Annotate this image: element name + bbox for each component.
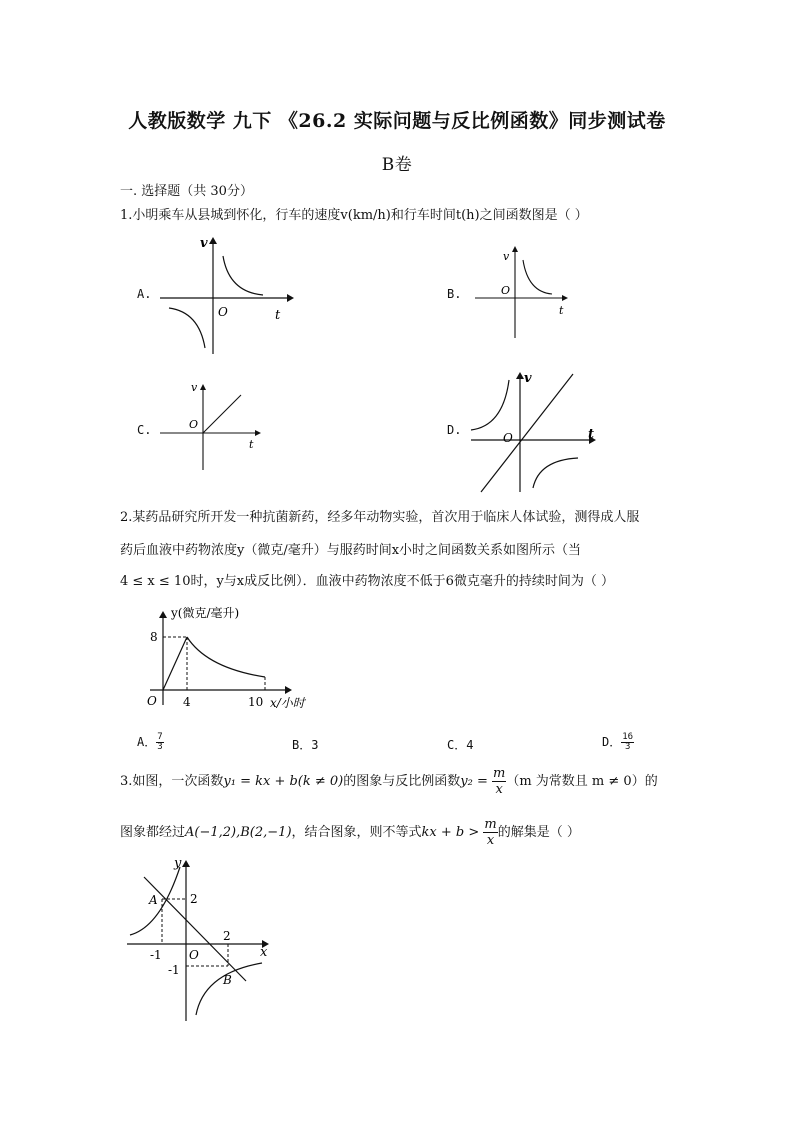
q2-x10: 10 — [248, 695, 264, 709]
q2-y8: 8 — [150, 630, 158, 644]
doc-title: 人教版数学 九下 《26.2 实际问题与反比例函数》同步测试卷 — [128, 110, 666, 132]
q2-option-a-num: 7 — [157, 732, 163, 742]
q1-c-t-label: t — [249, 438, 254, 451]
q2-stem-line1: 2.某药品研究所开发一种抗菌新药，经多年动物实验，首次用于临床人体试验，测得成人服 — [120, 510, 640, 525]
q2-option-d-label: D． — [602, 735, 622, 749]
q3-point-a: A — [149, 893, 158, 907]
q1-a-t-label: t — [275, 308, 281, 323]
q3-frac2-num: m — [484, 817, 497, 832]
q3-stem-line2 — [120, 817, 580, 849]
q3-y-label: y — [174, 856, 182, 871]
q2-option-a — [137, 733, 164, 752]
q3-stem-a: 3.如图，一次函数 — [120, 774, 224, 789]
q3-expr2: y₂ = — [460, 774, 488, 789]
q1-option-a-graph — [155, 232, 295, 357]
q2-option-d — [602, 733, 634, 752]
q2-option-d-den: 3 — [624, 742, 631, 752]
q3-line2-c: 的解集是（ ） — [497, 825, 580, 840]
q3-points: A(−1,2),B(2,−1) — [185, 825, 292, 840]
q3-origin: O — [189, 948, 199, 962]
doc-subtitle: B卷 — [381, 155, 413, 175]
q2-option-a-label: A． — [137, 735, 157, 749]
q2-xlabel: x/小时 — [270, 696, 305, 710]
q1-c-v-label: v — [191, 381, 198, 394]
q2-option-b: B．3 — [292, 738, 319, 752]
q1-option-d-graph — [463, 368, 603, 493]
q1-stem: 1.小明乘车从县城到怀化，行车的速度v(km/h)和行车时间t(h)之间函数图是（ ） — [120, 208, 588, 223]
q3-ineq: kx + b > — [421, 825, 480, 840]
q3-two-y: 2 — [190, 892, 198, 906]
q3-frac1-den: x — [495, 782, 503, 797]
q3-point-b: B — [223, 973, 232, 987]
q2-option-c: C．4 — [447, 738, 474, 752]
q2-stem-line3: 4 ≤ x ≤ 10时，y与x成反比例）．血液中药物浓度不低于6微克毫升的持续时间为（ ） — [120, 574, 615, 589]
q1-d-origin: O — [503, 431, 513, 445]
q1-option-b-label: B. — [447, 287, 462, 301]
q1-d-v-label: v — [524, 371, 532, 386]
q3-frac1-num: m — [493, 766, 506, 781]
q1-b-t-label: t — [559, 304, 564, 317]
q1-option-c-graph — [155, 378, 270, 473]
q3-stem-line1 — [120, 766, 658, 798]
q3-graph — [122, 855, 282, 1025]
q1-b-v-label: v — [503, 250, 510, 263]
q1-option-a-label: A. — [137, 287, 152, 301]
q2-option-d-num: 16 — [622, 732, 634, 742]
q1-a-origin: O — [218, 305, 228, 319]
q3-two-x: 2 — [223, 929, 231, 943]
q2-graph — [135, 600, 335, 718]
q3-stem-c: （m 为常数且 m ≠ 0）的 — [506, 774, 658, 789]
q3-expr1: y₁ = kx + b(k ≠ 0) — [223, 774, 344, 789]
q3-line2-a: 图象都经过 — [120, 825, 186, 840]
q2-x4: 4 — [183, 695, 191, 709]
q1-c-origin: O — [189, 418, 199, 431]
q2-origin: O — [147, 694, 157, 708]
q3-line2-b: ，结合图象，则不等式 — [291, 825, 422, 840]
q3-stem-b: 的图象与反比例函数 — [343, 774, 461, 789]
section-heading: 一. 选择题（共 30分） — [120, 184, 253, 199]
q2-ylabel: y(微克/毫升) — [171, 606, 240, 620]
q1-b-origin: O — [501, 284, 511, 297]
q1-a-v-label: v — [200, 236, 208, 251]
q3-neg1-x: -1 — [150, 948, 162, 962]
q3-frac2-den: x — [486, 833, 495, 848]
q1-option-d-label: D. — [447, 423, 462, 437]
q1-option-c-label: C. — [137, 423, 152, 437]
q3-x-label: x — [260, 945, 268, 960]
q1-option-b-graph — [470, 242, 580, 342]
q3-neg1-y: -1 — [168, 963, 180, 977]
q2-option-a-den: 3 — [157, 742, 163, 752]
q2-stem-line2: 药后血液中药物浓度y（微克/毫升）与服药时间x小时之间函数关系如图所示（当 — [120, 543, 582, 558]
q1-d-t-label: t — [588, 427, 595, 442]
